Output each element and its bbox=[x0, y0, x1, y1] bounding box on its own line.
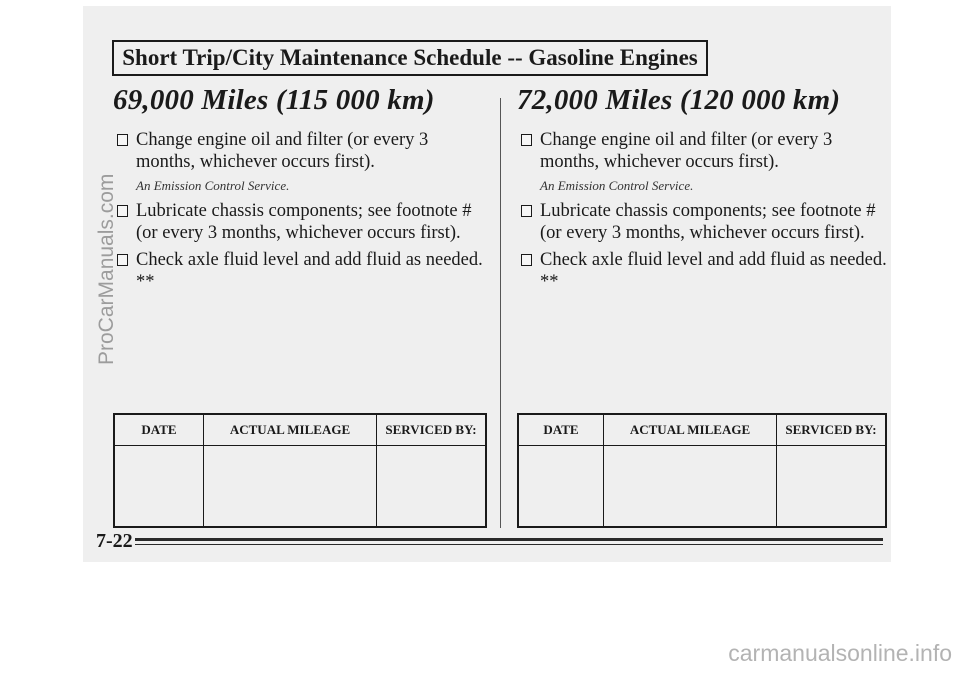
section-header-title: Short Trip/City Maintenance Schedule -- Gasoline Engines bbox=[122, 45, 698, 70]
checklist-item-text: Lubricate chassis components; see footnote # (or every 3 months, whichever occurs first). bbox=[136, 201, 472, 243]
checklist-item bbox=[517, 249, 887, 293]
right-column bbox=[517, 84, 887, 298]
checklist-item bbox=[113, 200, 483, 244]
section-header bbox=[112, 40, 708, 76]
serviced-by-column-header: SERVICED BY: bbox=[377, 414, 487, 446]
footer-rule bbox=[135, 538, 883, 541]
date-column-header: DATE bbox=[518, 414, 604, 446]
table-row bbox=[114, 446, 486, 528]
left-column bbox=[113, 84, 483, 298]
page-number: 7-22 bbox=[96, 530, 133, 552]
mileage-cell[interactable] bbox=[604, 446, 777, 528]
checkbox-icon[interactable] bbox=[521, 205, 532, 217]
mileage-column-header: ACTUAL MILEAGE bbox=[204, 414, 377, 446]
checkbox-icon[interactable] bbox=[521, 134, 532, 146]
checklist-item-note: An Emission Control Service. bbox=[540, 178, 694, 193]
checklist-item bbox=[517, 200, 887, 244]
checklist-item-text: Check axle fluid level and add fluid as needed. ** bbox=[540, 250, 887, 292]
checklist-item-text: Check axle fluid level and add fluid as needed. ** bbox=[136, 250, 483, 292]
service-log-table-right bbox=[517, 413, 887, 528]
left-column-title: 69,000 Miles (115 000 km) bbox=[113, 84, 435, 116]
serviced-by-column-header: SERVICED BY: bbox=[777, 414, 887, 446]
column-divider bbox=[500, 98, 501, 528]
checklist-item bbox=[517, 129, 887, 173]
table-header-row bbox=[518, 414, 886, 446]
service-log-table-left bbox=[113, 413, 487, 528]
serviced-by-cell[interactable] bbox=[777, 446, 887, 528]
checklist-item-text: Lubricate chassis components; see footnote # (or every 3 months, whichever occurs first). bbox=[540, 201, 876, 243]
serviced-by-cell[interactable] bbox=[377, 446, 487, 528]
watermark-left: ProCarManuals.com bbox=[95, 173, 118, 365]
date-column-header: DATE bbox=[114, 414, 204, 446]
right-column-title: 72,000 Miles (120 000 km) bbox=[517, 84, 841, 116]
date-cell[interactable] bbox=[114, 446, 204, 528]
checkbox-icon[interactable] bbox=[521, 254, 532, 266]
checklist-item-text: Change engine oil and filter (or every 3 months, whichever occurs first). bbox=[136, 130, 429, 172]
mileage-cell[interactable] bbox=[204, 446, 377, 528]
date-cell[interactable] bbox=[518, 446, 604, 528]
checklist-item bbox=[113, 129, 483, 173]
mileage-column-header: ACTUAL MILEAGE bbox=[604, 414, 777, 446]
watermark-bottom: carmanualsonline.info bbox=[728, 640, 952, 666]
footer-rule-thin bbox=[135, 544, 883, 545]
checkbox-icon[interactable] bbox=[117, 134, 128, 146]
checklist-item-note: An Emission Control Service. bbox=[136, 178, 290, 193]
table-header-row bbox=[114, 414, 486, 446]
checklist-item-text: Change engine oil and filter (or every 3 months, whichever occurs first). bbox=[540, 130, 833, 172]
table-row bbox=[518, 446, 886, 528]
checklist-item bbox=[113, 249, 483, 293]
